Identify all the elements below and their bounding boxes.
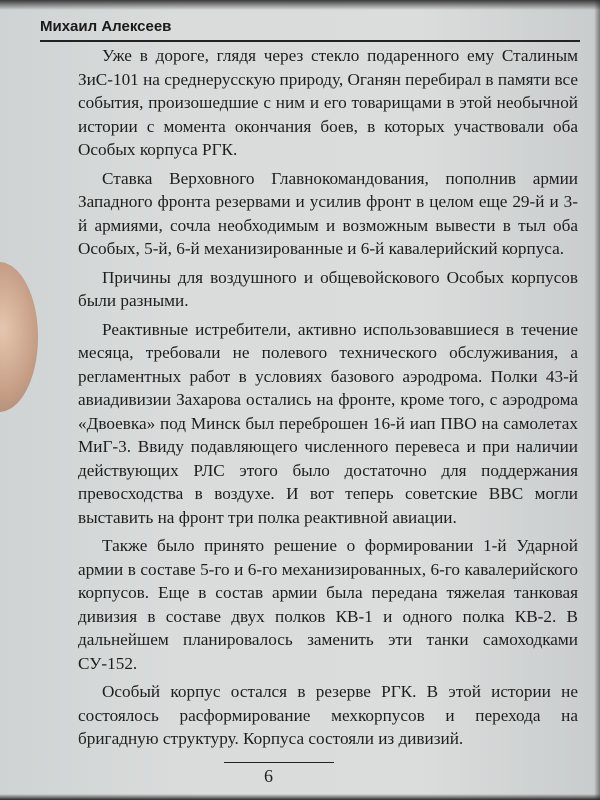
footer-rule: [224, 762, 334, 763]
body-text: [78, 44, 578, 756]
paragraph: Реактивные истребители, активно использовавшиеся в течение месяца, требовали не полевого технического обслуживания, а регламентных работ в условиях базового аэродрома. Полки 43-й авиадивизии Захарова остались на фронте, кроме того, с аэродрома «Двоевка» под Минск был переброшен 16-й иап ПВО на самолетах МиГ-3. Ввиду подавляющего численного перевеса и при наличии действующих РЛС этого было достаточно для поддержания превосходства в воздухе. И вот теперь советские ВВС могли выставить на фронт три полка реактивной авиации.: [78, 319, 578, 527]
paragraph: Уже в дороге, глядя через стекло подаренного ему Сталиным ЗиС-101 на среднерусскую природу, Оганян перебирал в памяти все события, произошедшие с ним и его товарищами в этой необычной истории с момента окончания боев, в которых участвовали оба Особых корпуса РГК.: [78, 46, 578, 159]
top-shadow: [0, 0, 600, 10]
paragraph: Также было принято решение о формировании 1-й Ударной армии в составе 5-го и 6-го механизированных, 6-го кавалерийского корпусов. Еще в состав армии была передана тяжелая танковая дивизия в составе двух полков КВ-1 и одного полка КВ-2. В дальнейшем планировалось заменить эти танки самоходками СУ-152.: [78, 536, 578, 673]
running-header: [40, 10, 580, 42]
page-edge-shadow: [594, 0, 600, 800]
bottom-shadow: [0, 794, 600, 800]
paragraph: Ставка Верховного Главнокомандования, пополнив армии Западного фронта резервами и усилив фронт в целом еще 29-й и 3-й армиями, сочла необходимым и возможным вывести в тыл оба Особых, 5-й, 6-й механизированные и 6-й кавалерийский корпуса.: [78, 168, 578, 258]
thumb: [0, 262, 38, 412]
paragraph: Особый корпус остался в резерве РГК. В этой истории не состоялось расформирование мехкорпусов и перехода на бригадную структуру. Корпуса состояли из дивизий.: [78, 682, 578, 748]
paragraph: Причины для воздушного и общевойскового Особых корпусов были разными.: [78, 267, 578, 310]
author-name: Михаил Алексеев: [40, 18, 172, 35]
page-number: 6: [264, 766, 273, 786]
